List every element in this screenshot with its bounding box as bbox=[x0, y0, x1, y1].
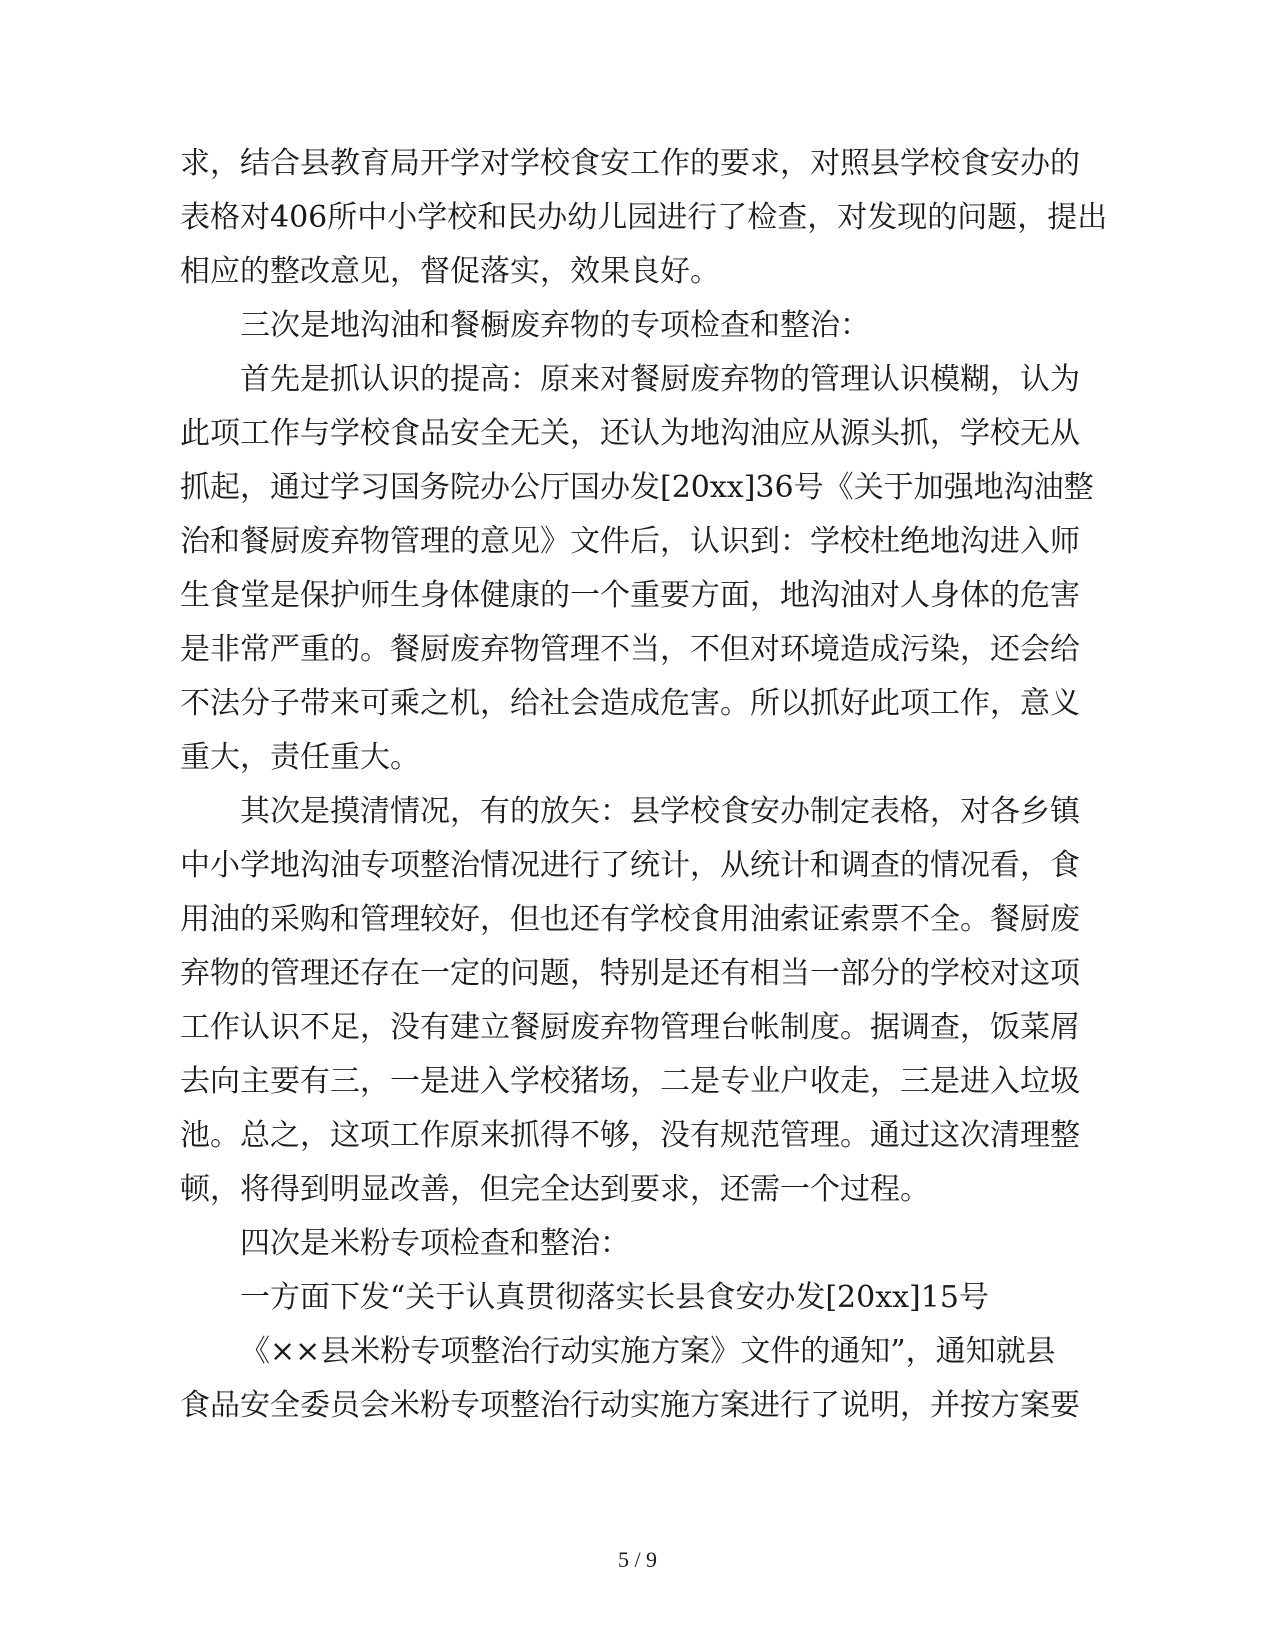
text-line: 其次是摸清情况，有的放矢：县学校食安办制定表格，对各乡镇 bbox=[240, 794, 1080, 829]
text-line: 首先是抓认识的提高：原来对餐厨废弃物的管理认识模糊，认为 bbox=[240, 362, 1080, 397]
text-line: 是非常严重的。餐厨废弃物管理不当，不但对环境造成污染，还会给 bbox=[180, 632, 1080, 667]
text-line: 《××县米粉专项整治行动实施方案》文件的通知”，通知就县 bbox=[240, 1334, 1056, 1369]
text-line: 不法分子带来可乘之机，给社会造成危害。所以抓好此项工作，意义 bbox=[180, 686, 1080, 721]
text-line: 顿，将得到明显改善，但完全达到要求，还需一个过程。 bbox=[180, 1172, 930, 1207]
text-line: 表格对406所中小学校和民办幼儿园进行了检查，对发现的问题，提出 bbox=[180, 200, 1108, 235]
text-line: 中小学地沟油专项整治情况进行了统计，从统计和调查的情况看，食 bbox=[180, 848, 1080, 883]
text-line: 重大，责任重大。 bbox=[180, 740, 420, 775]
text-line: 生食堂是保护师生身体健康的一个重要方面，地沟油对人身体的危害 bbox=[180, 578, 1080, 613]
text-line: 弃物的管理还存在一定的问题，特别是还有相当一部分的学校对这项 bbox=[180, 956, 1080, 991]
text-line: 抓起，通过学习国务院办公厅国办发[20xx]36号《关于加强地沟油整 bbox=[180, 470, 1094, 505]
text-line: 相应的整改意见，督促落实，效果良好。 bbox=[180, 254, 720, 289]
text-line: 去向主要有三，一是进入学校猪场，二是专业户收走，三是进入垃圾 bbox=[180, 1064, 1080, 1099]
text-line: 求，结合县教育局开学对学校食安工作的要求，对照县学校食安办的 bbox=[180, 146, 1080, 181]
text-line: 四次是米粉专项检查和整治： bbox=[240, 1226, 630, 1261]
text-line: 池。总之，这项工作原来抓得不够，没有规范管理。通过这次清理整 bbox=[180, 1118, 1080, 1153]
text-line: 三次是地沟油和餐橱废弃物的专项检查和整治： bbox=[240, 308, 870, 343]
text-line: 治和餐厨废弃物管理的意见》文件后，认识到：学校杜绝地沟进入师 bbox=[180, 524, 1080, 559]
text-line: 此项工作与学校食品安全无关，还认为地沟油应从源头抓，学校无从 bbox=[180, 416, 1080, 451]
text-line: 工作认识不足，没有建立餐厨废弃物管理台帐制度。据调查，饭菜屑 bbox=[180, 1010, 1080, 1045]
text-line: 一方面下发“关于认真贯彻落实长县食安办发[20xx]15号 bbox=[240, 1280, 989, 1315]
text-line: 食品安全委员会米粉专项整治行动实施方案进行了说明，并按方案要 bbox=[180, 1388, 1080, 1423]
text-line: 用油的采购和管理较好，但也还有学校食用油索证索票不全。餐厨废 bbox=[180, 902, 1080, 937]
page-number: 5 / 9 bbox=[617, 1547, 658, 1572]
